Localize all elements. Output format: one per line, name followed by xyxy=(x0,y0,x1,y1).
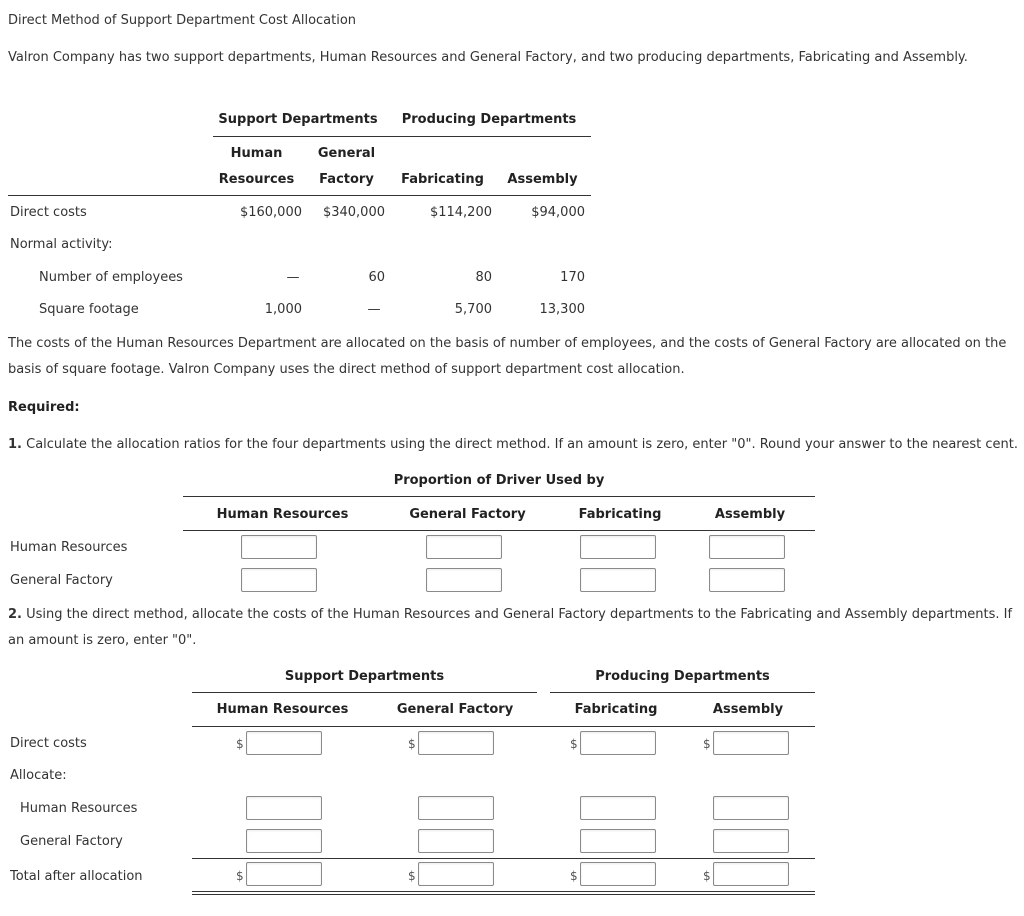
cell-sqft-gf: — xyxy=(367,302,381,317)
col-hr-line2: Resources xyxy=(218,172,295,187)
q2-direct-gf-input[interactable] xyxy=(418,731,494,755)
divider xyxy=(192,858,815,859)
q2-alloc-gf-asm-input[interactable] xyxy=(713,829,789,853)
row-label-direct-costs: Direct costs xyxy=(10,205,87,220)
cell-direct-gf: $340,000 xyxy=(322,205,385,220)
page-title: Direct Method of Support Department Cost Allocation xyxy=(8,13,357,28)
col-gf-line1: General xyxy=(317,146,376,161)
divider xyxy=(183,530,815,531)
q1-col-asm: Assembly xyxy=(714,507,786,522)
group-header-producing: Producing Departments xyxy=(401,112,577,127)
divider xyxy=(192,692,537,693)
q2-group-support: Support Departments xyxy=(284,669,445,684)
q2-total-asm-input[interactable] xyxy=(713,862,789,886)
divider xyxy=(8,195,591,196)
q2-alloc-hr-hr-input[interactable] xyxy=(246,796,322,820)
q1-hr-gf-input[interactable] xyxy=(426,535,502,559)
cell-direct-fab: $114,200 xyxy=(429,205,492,220)
cell-emp-hr: — xyxy=(286,270,300,285)
q2-direct-hr-input[interactable] xyxy=(246,731,322,755)
cell-sqft-fab: 5,700 xyxy=(454,302,492,317)
q1-row-label-gf: General Factory xyxy=(10,573,113,588)
q1-instruction xyxy=(8,437,1018,452)
q1-gf-gf-input[interactable] xyxy=(426,568,502,592)
row-label-square-footage: Square footage xyxy=(39,302,139,317)
q2-direct-fab-input[interactable] xyxy=(580,731,656,755)
q1-text: Calculate the allocation ratios for the four departments using the direct method. If an amount is zero, enter "0". Round your answer to the nearest cent. xyxy=(26,437,1018,452)
divider xyxy=(192,891,815,892)
required-label: Required: xyxy=(8,400,80,415)
q1-hr-asm-input[interactable] xyxy=(709,535,785,559)
q1-table-title: Proportion of Driver Used by xyxy=(393,473,605,488)
currency-symbol: $ xyxy=(236,869,244,883)
q2-direct-asm-input[interactable] xyxy=(713,731,789,755)
divider xyxy=(550,692,815,693)
q2-col-gf: General Factory xyxy=(396,702,514,717)
q1-gf-asm-input[interactable] xyxy=(709,568,785,592)
q1-number: 1. xyxy=(8,437,22,452)
q2-alloc-gf-gf-input[interactable] xyxy=(418,829,494,853)
q2-group-producing: Producing Departments xyxy=(595,669,770,684)
row-label-normal-activity: Normal activity: xyxy=(10,237,113,252)
currency-symbol: $ xyxy=(570,869,578,883)
col-gf-line2: Factory xyxy=(319,172,374,187)
q2-row-label-total: Total after allocation xyxy=(10,869,143,884)
q2-col-fab: Fabricating xyxy=(574,702,658,717)
divider xyxy=(192,726,815,727)
q2-alloc-hr-asm-input[interactable] xyxy=(713,796,789,820)
q2-row-label-direct-costs: Direct costs xyxy=(10,736,87,751)
currency-symbol: $ xyxy=(236,737,244,751)
q2-col-asm: Assembly xyxy=(712,702,784,717)
q2-alloc-gf-fab-input[interactable] xyxy=(580,829,656,853)
q2-instruction xyxy=(8,602,1018,654)
currency-symbol: $ xyxy=(408,869,416,883)
cell-sqft-asm: 13,300 xyxy=(539,302,585,317)
currency-symbol: $ xyxy=(703,869,711,883)
currency-symbol: $ xyxy=(570,737,578,751)
q1-col-fab: Fabricating xyxy=(578,507,662,522)
cell-emp-gf: 60 xyxy=(368,270,385,285)
q1-row-label-hr: Human Resources xyxy=(10,540,128,555)
q1-col-hr: Human Resources xyxy=(216,507,349,522)
row-label-employees: Number of employees xyxy=(39,270,183,285)
col-asm: Assembly xyxy=(507,172,578,187)
intro-text: Valron Company has two support departments, Human Resources and General Factory, and two producing departments, Fabricating and Assembly. xyxy=(8,50,968,65)
col-hr-line1: Human xyxy=(230,146,283,161)
q2-number: 2. xyxy=(8,607,22,622)
q1-gf-hr-input[interactable] xyxy=(241,568,317,592)
divider xyxy=(213,136,591,137)
divider xyxy=(183,496,815,497)
cell-direct-asm: $94,000 xyxy=(531,205,585,220)
q2-total-gf-input[interactable] xyxy=(418,862,494,886)
q1-col-gf: General Factory xyxy=(409,507,526,522)
q2-row-label-allocate: Allocate: xyxy=(10,768,67,783)
q2-alloc-gf-hr-input[interactable] xyxy=(246,829,322,853)
cell-direct-hr: $160,000 xyxy=(239,205,302,220)
q2-text: Using the direct method, allocate the costs of the Human Resources and General Factory departments to the Fabricating and Assembly departments. If an amount is zero, enter "0". xyxy=(8,607,1013,648)
divider xyxy=(192,894,815,895)
currency-symbol: $ xyxy=(408,737,416,751)
q1-gf-fab-input[interactable] xyxy=(580,568,656,592)
q2-total-hr-input[interactable] xyxy=(246,862,322,886)
q1-hr-hr-input[interactable] xyxy=(241,535,317,559)
group-header-support: Support Departments xyxy=(218,112,378,127)
q2-col-hr: Human Resources xyxy=(216,702,349,717)
cell-sqft-hr: 1,000 xyxy=(264,302,302,317)
q2-row-label-gf: General Factory xyxy=(20,834,123,849)
description-text: The costs of the Human Resources Department are allocated on the basis of number of employees, and the costs of General Factory are allocated on the basis of square footage. Valron Company uses the direct method of support department cost allocation. xyxy=(8,336,1007,377)
q2-row-label-hr: Human Resources xyxy=(20,801,138,816)
q1-hr-fab-input[interactable] xyxy=(580,535,656,559)
col-fab: Fabricating xyxy=(401,172,484,187)
q2-total-fab-input[interactable] xyxy=(580,862,656,886)
currency-symbol: $ xyxy=(703,737,711,751)
q2-alloc-hr-gf-input[interactable] xyxy=(418,796,494,820)
cell-emp-fab: 80 xyxy=(475,270,492,285)
cell-emp-asm: 170 xyxy=(560,270,585,285)
q2-alloc-hr-fab-input[interactable] xyxy=(580,796,656,820)
